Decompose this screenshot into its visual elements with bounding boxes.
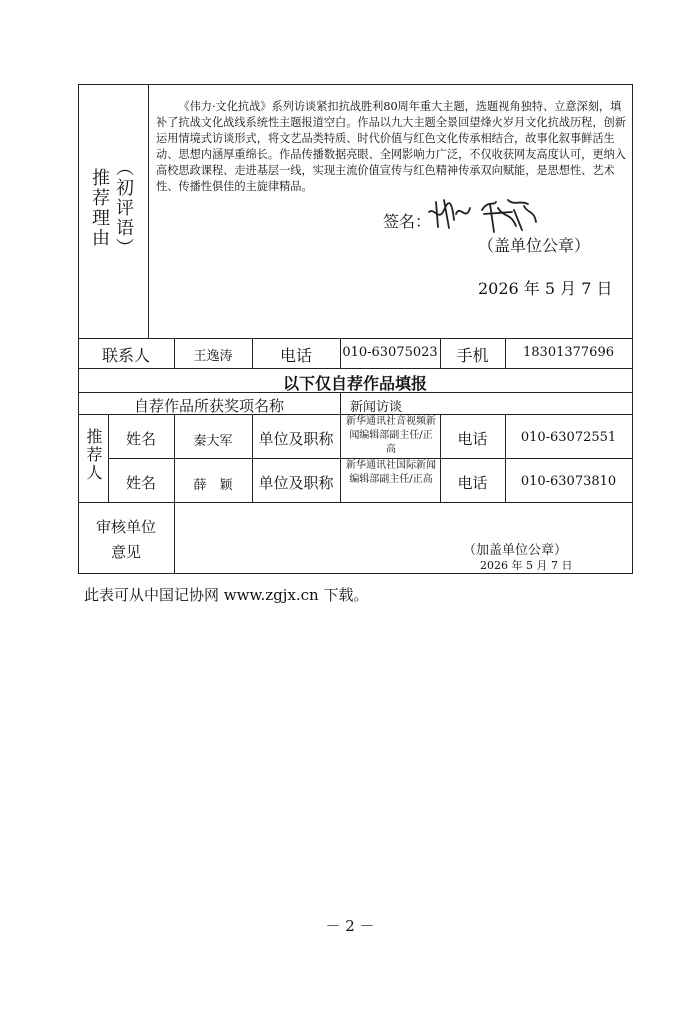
review-label-line2: 意见: [110, 543, 141, 561]
recommender-label: 推荐人: [84, 428, 103, 482]
reason-label-divider: [148, 84, 149, 338]
review-label-line1: 审核单位: [95, 518, 156, 536]
rec2-phone: 010-63073810: [520, 474, 617, 489]
contact-name: 王逸涛: [193, 349, 233, 364]
rec-col-3: [340, 414, 341, 502]
table-border-top: [78, 84, 632, 85]
rec2-name: 薛 颖: [193, 478, 233, 493]
contact-label: 联系人: [101, 346, 150, 365]
rec1-phone: 010-63072551: [520, 430, 617, 445]
rec1-phone-label: 电话: [457, 430, 488, 448]
signature-label: 签名：: [383, 212, 432, 231]
table-border-right: [632, 84, 633, 574]
rec2-phone-label: 电话: [457, 474, 488, 492]
rec1-name-label: 姓名: [125, 430, 156, 448]
page-number: － 2 －: [325, 917, 375, 935]
rec1-unit: 新华通讯社音视频新闻编辑部副主任/正高: [346, 416, 436, 455]
review-stamp-note: （加盖单位公章）: [463, 543, 568, 558]
handwritten-signature: [424, 192, 554, 237]
contact-phone-label: 电话: [279, 346, 312, 365]
row-divider-contact-bottom: [78, 368, 632, 369]
reason-date: 2026 年 5 月 7 日: [478, 279, 613, 298]
footer-note: 此表可从中国记协网 www.zgjx.cn 下载。: [84, 586, 369, 604]
award-label: 自荐作品所获奖项名称: [133, 397, 284, 415]
table-border-left: [78, 84, 79, 574]
reason-stamp-note: （盖单位公章）: [478, 236, 591, 255]
review-date: 2026 年 5 月 7 日: [480, 559, 573, 572]
contact-phone: 010-63075023: [342, 345, 438, 360]
reason-label-col2: 推荐理由: [89, 168, 110, 248]
award-col: [340, 392, 341, 414]
contact-mobile: 18301377696: [523, 345, 614, 360]
contact-mobile-label: 手机: [456, 346, 489, 365]
rec1-unit-label: 单位及职称: [258, 430, 334, 448]
reason-label-col1: （初评语）: [113, 158, 134, 258]
self-section-header: 以下仅自荐作品填报: [282, 374, 427, 393]
rec2-unit: 新华通讯社国际新闻编辑部副主任/正高: [346, 460, 436, 485]
rec1-name: 秦大军: [193, 434, 233, 449]
reason-text: 《伟力·文化抗战》系列访谈紧扣抗战胜利80周年重大主题，选题视角独特、立意深刻，填补了抗战文化战线系统性主题报道空白。作品以九大主题全景回望烽火岁月文化抗战历程，创新运用情境式访谈形式，将文艺品类特质、时代价值与红色文化传承相结合，故事化叙事鲜活生动、思想内涵厚重绵长。作品传播数据亮眼、全网影响力广泛，不仅收获网友高度认可，更纳入高校思政课程、走进基层一线，实现主流价值宣传与红色精神传承双向赋能，是思想性、艺术性、传播性俱佳的主旋律精品。: [156, 100, 626, 193]
row-divider-contact-top: [78, 338, 632, 339]
table-border-bottom: [78, 573, 632, 574]
row-divider-recommender-bottom: [78, 502, 632, 503]
award-value: 新闻访谈: [350, 400, 403, 415]
rec2-unit-label: 单位及职称: [258, 474, 334, 492]
rec2-name-label: 姓名: [125, 474, 156, 492]
review-col: [174, 502, 175, 573]
